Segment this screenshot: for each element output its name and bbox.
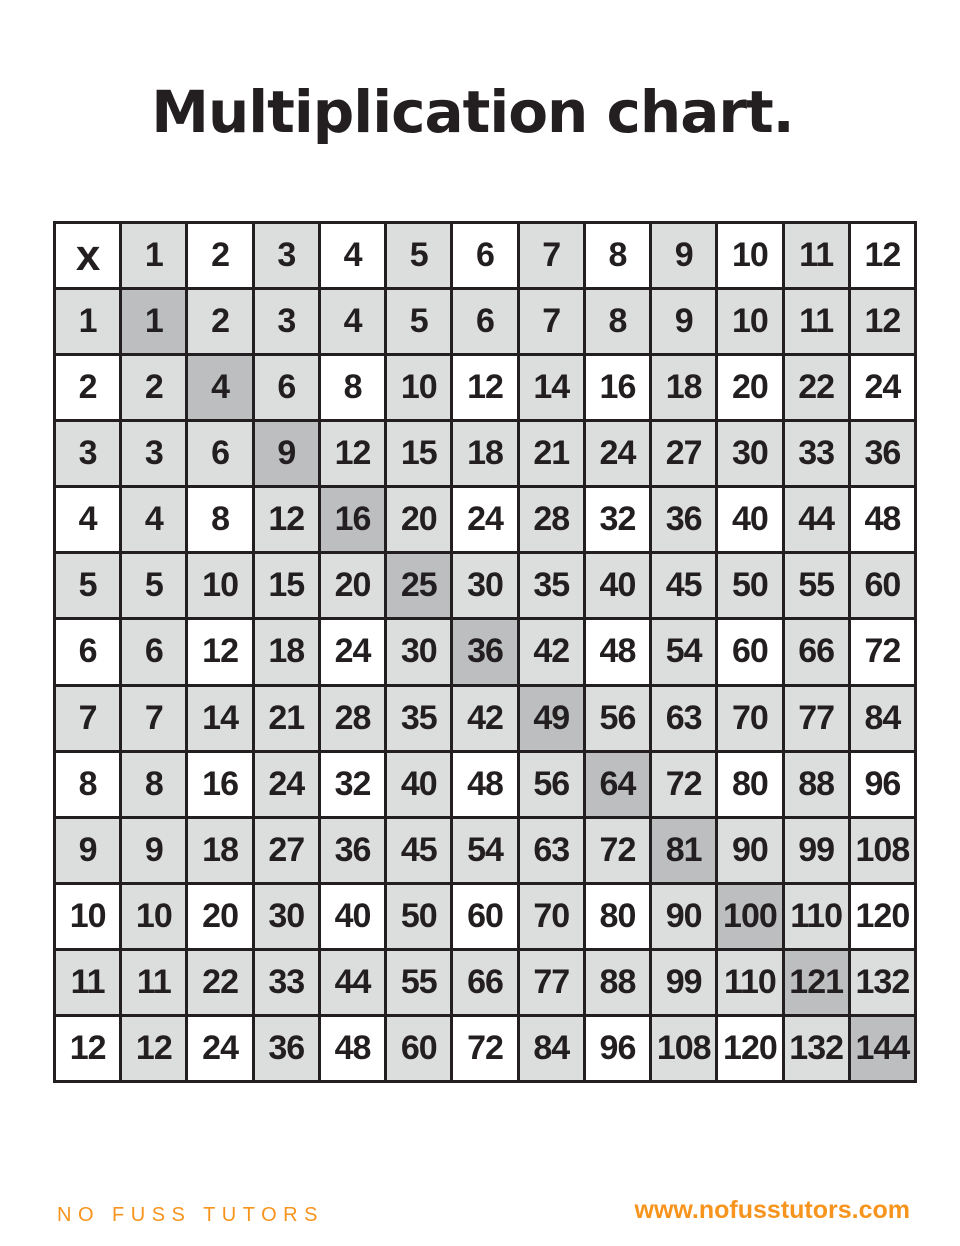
product-cell: 60 (851, 554, 914, 617)
row-header: 5 (56, 554, 119, 617)
product-cell: 72 (453, 1017, 516, 1080)
product-cell: 80 (718, 753, 781, 816)
product-cell: 40 (321, 885, 384, 948)
product-cell: 1 (122, 290, 185, 353)
product-cell: 28 (520, 488, 583, 551)
row-header: 10 (56, 885, 119, 948)
row-header: 2 (56, 356, 119, 419)
row-header: 8 (56, 753, 119, 816)
website-link[interactable]: www.nofusstutors.com (634, 1196, 910, 1224)
product-cell: 33 (785, 422, 848, 485)
column-header: 3 (255, 224, 318, 287)
product-cell: 24 (453, 488, 516, 551)
product-cell: 5 (122, 554, 185, 617)
product-cell: 77 (785, 687, 848, 750)
page-title: Multiplication chart. (151, 78, 794, 146)
product-cell: 45 (652, 554, 715, 617)
product-cell: 49 (520, 687, 583, 750)
product-cell: 60 (387, 1017, 450, 1080)
product-cell: 88 (586, 951, 649, 1014)
product-cell: 10 (718, 290, 781, 353)
product-cell: 72 (652, 753, 715, 816)
product-cell: 20 (718, 356, 781, 419)
product-cell: 60 (718, 620, 781, 683)
product-cell: 5 (387, 290, 450, 353)
product-cell: 110 (718, 951, 781, 1014)
product-cell: 56 (586, 687, 649, 750)
column-header: 12 (851, 224, 914, 287)
product-cell: 121 (785, 951, 848, 1014)
product-cell: 90 (718, 819, 781, 882)
product-cell: 9 (122, 819, 185, 882)
product-cell: 48 (453, 753, 516, 816)
product-cell: 30 (453, 554, 516, 617)
product-cell: 20 (188, 885, 251, 948)
product-cell: 7 (122, 687, 185, 750)
product-cell: 6 (453, 290, 516, 353)
product-cell: 4 (122, 488, 185, 551)
product-cell: 12 (851, 290, 914, 353)
product-cell: 66 (453, 951, 516, 1014)
column-header: 1 (122, 224, 185, 287)
product-cell: 36 (321, 819, 384, 882)
product-cell: 10 (387, 356, 450, 419)
product-cell: 12 (122, 1017, 185, 1080)
product-cell: 24 (321, 620, 384, 683)
product-cell: 6 (122, 620, 185, 683)
product-cell: 15 (387, 422, 450, 485)
product-cell: 8 (321, 356, 384, 419)
product-cell: 40 (387, 753, 450, 816)
product-cell: 50 (387, 885, 450, 948)
product-cell: 16 (188, 753, 251, 816)
product-cell: 110 (785, 885, 848, 948)
product-cell: 60 (453, 885, 516, 948)
row-header: 1 (56, 290, 119, 353)
product-cell: 8 (586, 290, 649, 353)
column-header: 7 (520, 224, 583, 287)
product-cell: 40 (586, 554, 649, 617)
product-cell: 15 (255, 554, 318, 617)
product-cell: 30 (387, 620, 450, 683)
product-cell: 24 (586, 422, 649, 485)
product-cell: 84 (520, 1017, 583, 1080)
product-cell: 80 (586, 885, 649, 948)
product-cell: 14 (520, 356, 583, 419)
product-cell: 72 (586, 819, 649, 882)
product-cell: 24 (255, 753, 318, 816)
product-cell: 24 (188, 1017, 251, 1080)
product-cell: 84 (851, 687, 914, 750)
product-cell: 18 (188, 819, 251, 882)
product-cell: 66 (785, 620, 848, 683)
product-cell: 22 (785, 356, 848, 419)
row-header: 6 (56, 620, 119, 683)
column-header: 8 (586, 224, 649, 287)
product-cell: 144 (851, 1017, 914, 1080)
product-cell: 4 (188, 356, 251, 419)
product-cell: 81 (652, 819, 715, 882)
product-cell: 36 (652, 488, 715, 551)
product-cell: 99 (785, 819, 848, 882)
product-cell: 7 (520, 290, 583, 353)
product-cell: 120 (718, 1017, 781, 1080)
product-cell: 27 (255, 819, 318, 882)
product-cell: 36 (255, 1017, 318, 1080)
product-cell: 48 (586, 620, 649, 683)
product-cell: 2 (122, 356, 185, 419)
product-cell: 14 (188, 687, 251, 750)
column-header: 4 (321, 224, 384, 287)
product-cell: 132 (785, 1017, 848, 1080)
corner-symbol: x (56, 224, 119, 287)
product-cell: 54 (652, 620, 715, 683)
product-cell: 10 (188, 554, 251, 617)
product-cell: 11 (785, 290, 848, 353)
product-cell: 63 (520, 819, 583, 882)
product-cell: 120 (851, 885, 914, 948)
product-cell: 36 (453, 620, 516, 683)
product-cell: 11 (122, 951, 185, 1014)
product-cell: 30 (718, 422, 781, 485)
product-cell: 3 (255, 290, 318, 353)
product-cell: 8 (188, 488, 251, 551)
product-cell: 36 (851, 422, 914, 485)
product-cell: 24 (851, 356, 914, 419)
product-cell: 72 (851, 620, 914, 683)
product-cell: 20 (321, 554, 384, 617)
product-cell: 48 (851, 488, 914, 551)
product-cell: 50 (718, 554, 781, 617)
product-cell: 9 (652, 290, 715, 353)
product-cell: 4 (321, 290, 384, 353)
product-cell: 32 (321, 753, 384, 816)
column-header: 5 (387, 224, 450, 287)
product-cell: 96 (851, 753, 914, 816)
product-cell: 48 (321, 1017, 384, 1080)
product-cell: 132 (851, 951, 914, 1014)
product-cell: 44 (321, 951, 384, 1014)
brand-name: NO FUSS TUTORS (57, 1204, 324, 1226)
product-cell: 22 (188, 951, 251, 1014)
product-cell: 6 (188, 422, 251, 485)
product-cell: 18 (652, 356, 715, 419)
row-header: 7 (56, 687, 119, 750)
product-cell: 32 (586, 488, 649, 551)
product-cell: 108 (851, 819, 914, 882)
product-cell: 63 (652, 687, 715, 750)
product-cell: 9 (255, 422, 318, 485)
product-cell: 6 (255, 356, 318, 419)
product-cell: 96 (586, 1017, 649, 1080)
product-cell: 56 (520, 753, 583, 816)
product-cell: 42 (520, 620, 583, 683)
product-cell: 33 (255, 951, 318, 1014)
column-header: 11 (785, 224, 848, 287)
product-cell: 3 (122, 422, 185, 485)
column-header: 2 (188, 224, 251, 287)
multiplication-table (53, 221, 917, 1083)
product-cell: 10 (122, 885, 185, 948)
product-cell: 88 (785, 753, 848, 816)
product-cell: 12 (255, 488, 318, 551)
product-cell: 21 (255, 687, 318, 750)
product-cell: 18 (255, 620, 318, 683)
product-cell: 18 (453, 422, 516, 485)
product-cell: 42 (453, 687, 516, 750)
product-cell: 30 (255, 885, 318, 948)
row-header: 11 (56, 951, 119, 1014)
product-cell: 99 (652, 951, 715, 1014)
product-cell: 21 (520, 422, 583, 485)
product-cell: 12 (321, 422, 384, 485)
product-cell: 108 (652, 1017, 715, 1080)
product-cell: 27 (652, 422, 715, 485)
product-cell: 2 (188, 290, 251, 353)
product-cell: 70 (520, 885, 583, 948)
column-header: 9 (652, 224, 715, 287)
product-cell: 8 (122, 753, 185, 816)
product-cell: 55 (387, 951, 450, 1014)
product-cell: 90 (652, 885, 715, 948)
product-cell: 12 (453, 356, 516, 419)
product-cell: 25 (387, 554, 450, 617)
row-header: 4 (56, 488, 119, 551)
product-cell: 55 (785, 554, 848, 617)
product-cell: 70 (718, 687, 781, 750)
product-cell: 35 (520, 554, 583, 617)
product-cell: 16 (321, 488, 384, 551)
product-cell: 64 (586, 753, 649, 816)
column-header: 10 (718, 224, 781, 287)
product-cell: 28 (321, 687, 384, 750)
row-header: 3 (56, 422, 119, 485)
product-cell: 35 (387, 687, 450, 750)
product-cell: 12 (188, 620, 251, 683)
product-cell: 44 (785, 488, 848, 551)
product-cell: 54 (453, 819, 516, 882)
product-cell: 20 (387, 488, 450, 551)
product-cell: 40 (718, 488, 781, 551)
column-header: 6 (453, 224, 516, 287)
row-header: 9 (56, 819, 119, 882)
product-cell: 16 (586, 356, 649, 419)
product-cell: 45 (387, 819, 450, 882)
row-header: 12 (56, 1017, 119, 1080)
product-cell: 77 (520, 951, 583, 1014)
product-cell: 100 (718, 885, 781, 948)
